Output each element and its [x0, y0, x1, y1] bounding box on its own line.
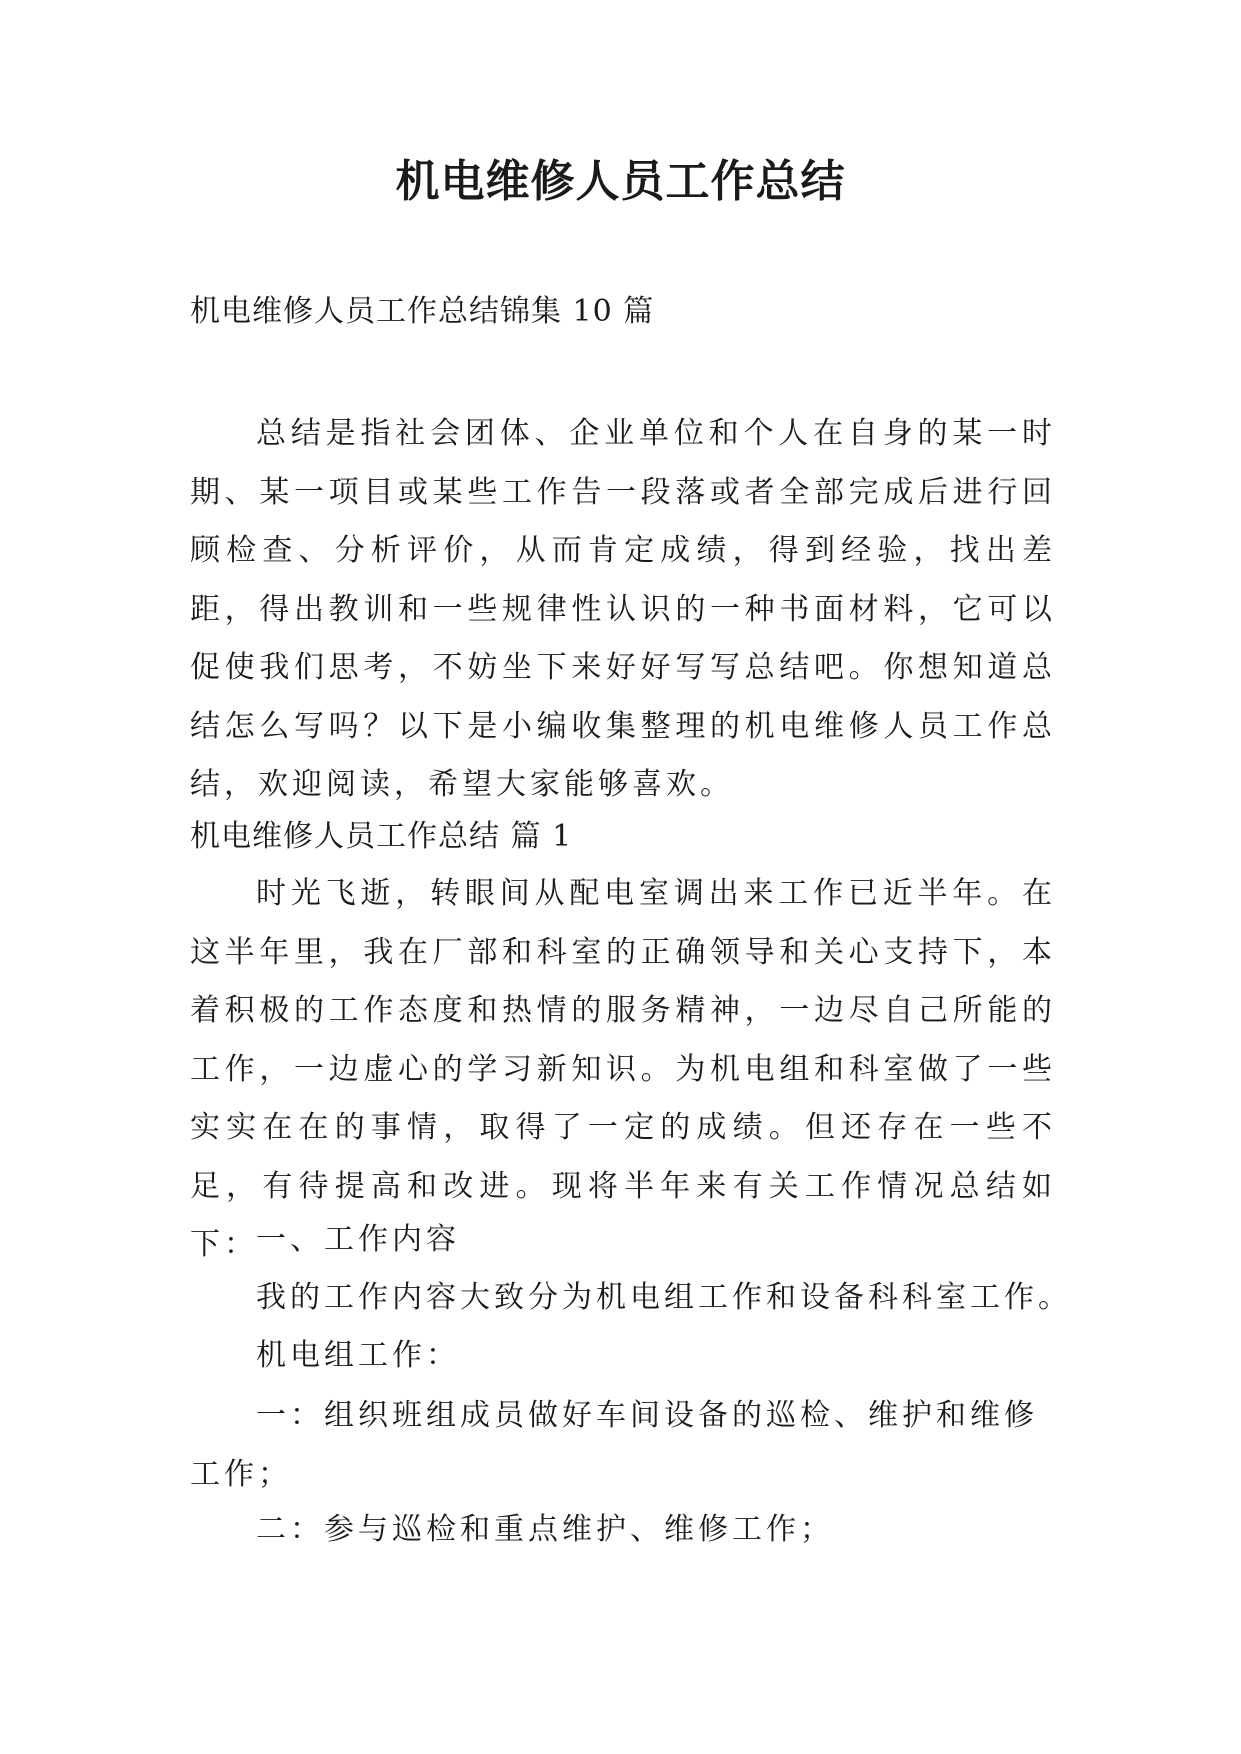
content-heading: 一、工作内容: [256, 1222, 460, 1257]
section-heading: 机电维修人员工作总结 篇 1: [190, 819, 573, 854]
document-subtitle: 机电维修人员工作总结锦集 10 篇: [190, 294, 655, 329]
section-paragraph: 时光飞逝，转眼间从配电室调出来工作已近半年。在这半年里，我在厂部和科室的正确领导和关心支持下，本着积极的工作态度和热情的服务精神，一边尽自己所能的工作，一边虚心的学习新知识。为机电组和科室做了一些实实在在的事情，取得了一定的成绩。但还存在一些不足，有待提高和改进。现将半年来有关工作情况总结如下：: [190, 876, 1056, 1262]
intro-paragraph: 总结是指社会团体、企业单位和个人在自身的某一时期、某一项目或某些工作告一段落或者全部完成后进行回顾检查、分析评价，从而肯定成绩，得到经验，找出差距，得出教训和一些规律性认识的一种书面材料，它可以促使我们思考，不妨坐下来好好写写总结吧。你想知道总结怎么写吗？以下是小编收集整理的机电维修人员工作总结，欢迎阅读，希望大家能够喜欢。: [190, 416, 1056, 802]
content-summary: 我的工作内容大致分为机电组工作和设备科科室工作。: [256, 1280, 1072, 1315]
document-title: 机电维修人员工作总结: [395, 156, 846, 207]
list-item: 一：组织班组成员做好车间设备的巡检、维护和维修工作；: [190, 1398, 1038, 1492]
subsection-heading: 机电组工作：: [256, 1338, 460, 1373]
list-item: 二：参与巡检和重点维护、维修工作；: [256, 1512, 834, 1547]
